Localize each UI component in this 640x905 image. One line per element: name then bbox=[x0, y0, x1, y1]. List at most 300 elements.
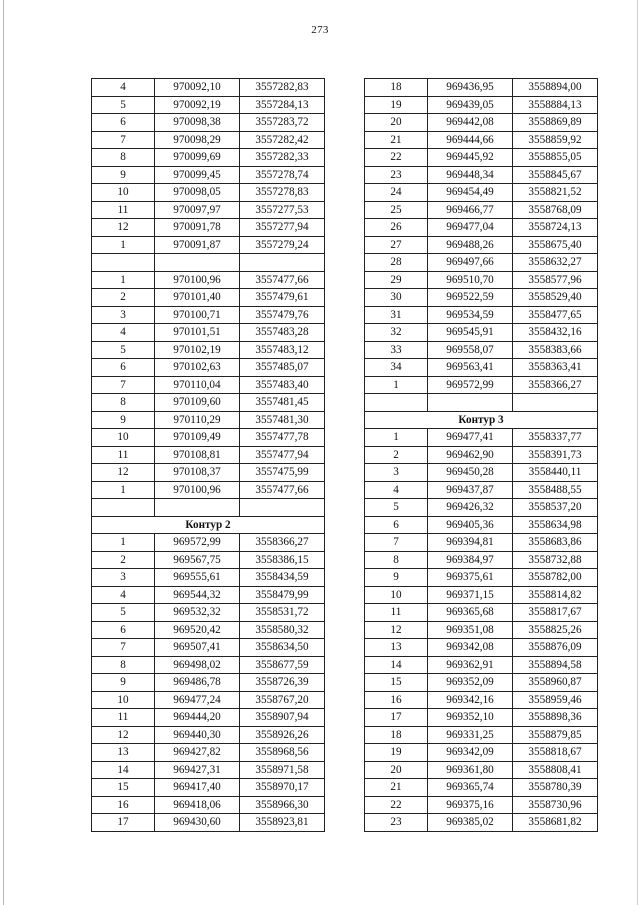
table-row bbox=[365, 79, 598, 97]
y-coordinate-cell: 3558894,00 bbox=[513, 79, 598, 97]
empty-cell bbox=[92, 499, 155, 517]
y-coordinate-cell: 3558391,73 bbox=[513, 446, 598, 464]
table-row bbox=[92, 271, 325, 289]
table-row bbox=[92, 376, 325, 394]
separator-row bbox=[92, 499, 325, 517]
table-row bbox=[365, 376, 598, 394]
page-number: 273 bbox=[311, 24, 329, 36]
table-row bbox=[92, 149, 325, 167]
table-row bbox=[365, 289, 598, 307]
table-row bbox=[92, 744, 325, 762]
point-number-cell: 6 bbox=[92, 114, 155, 132]
point-number-cell: 7 bbox=[92, 376, 155, 394]
scan-edge-right bbox=[637, 0, 638, 905]
point-number-cell: 6 bbox=[365, 516, 428, 534]
point-number-cell: 13 bbox=[92, 744, 155, 762]
y-coordinate-cell: 3558383,66 bbox=[513, 341, 598, 359]
point-number-cell: 22 bbox=[365, 796, 428, 814]
point-number-cell: 5 bbox=[365, 499, 428, 517]
separator-row bbox=[92, 254, 325, 272]
table-row bbox=[365, 814, 598, 832]
y-coordinate-cell: 3558632,27 bbox=[513, 254, 598, 272]
x-coordinate-cell: 969331,25 bbox=[428, 726, 513, 744]
y-coordinate-cell: 3557479,61 bbox=[240, 289, 325, 307]
point-number-cell: 18 bbox=[365, 79, 428, 97]
empty-cell bbox=[155, 499, 240, 517]
y-coordinate-cell: 3557477,66 bbox=[240, 271, 325, 289]
x-coordinate-cell: 970098,29 bbox=[155, 131, 240, 149]
point-number-cell: 8 bbox=[92, 149, 155, 167]
table-row bbox=[365, 271, 598, 289]
x-coordinate-cell: 969544,32 bbox=[155, 586, 240, 604]
x-coordinate-cell: 969444,20 bbox=[155, 709, 240, 727]
table-row bbox=[365, 621, 598, 639]
point-number-cell: 10 bbox=[92, 184, 155, 202]
y-coordinate-cell: 3557278,74 bbox=[240, 166, 325, 184]
x-coordinate-cell: 970098,05 bbox=[155, 184, 240, 202]
x-coordinate-cell: 970099,45 bbox=[155, 166, 240, 184]
x-coordinate-cell: 969417,40 bbox=[155, 779, 240, 797]
y-coordinate-cell: 3558818,67 bbox=[513, 744, 598, 762]
table-row bbox=[92, 534, 325, 552]
table-row bbox=[365, 236, 598, 254]
x-coordinate-cell: 969507,41 bbox=[155, 639, 240, 657]
x-coordinate-cell: 969558,07 bbox=[428, 341, 513, 359]
point-number-cell: 5 bbox=[92, 604, 155, 622]
point-number-cell: 20 bbox=[365, 761, 428, 779]
point-number-cell: 16 bbox=[365, 691, 428, 709]
y-coordinate-cell: 3558337,77 bbox=[513, 429, 598, 447]
point-number-cell: 12 bbox=[365, 621, 428, 639]
point-number-cell: 21 bbox=[365, 131, 428, 149]
x-coordinate-cell: 970101,40 bbox=[155, 289, 240, 307]
y-coordinate-cell: 3558434,59 bbox=[240, 569, 325, 587]
empty-cell bbox=[155, 254, 240, 272]
table-row bbox=[365, 639, 598, 657]
table-row bbox=[365, 359, 598, 377]
x-coordinate-cell: 969454,49 bbox=[428, 184, 513, 202]
y-coordinate-cell: 3557282,33 bbox=[240, 149, 325, 167]
x-coordinate-cell: 969440,30 bbox=[155, 726, 240, 744]
y-coordinate-cell: 3558869,89 bbox=[513, 114, 598, 132]
table-row bbox=[92, 709, 325, 727]
table-row bbox=[92, 446, 325, 464]
y-coordinate-cell: 3557284,13 bbox=[240, 96, 325, 114]
point-number-cell: 14 bbox=[92, 761, 155, 779]
y-coordinate-cell: 3558923,81 bbox=[240, 814, 325, 832]
table-row bbox=[92, 394, 325, 412]
point-number-cell: 2 bbox=[365, 446, 428, 464]
point-number-cell: 8 bbox=[92, 394, 155, 412]
x-coordinate-cell: 970098,38 bbox=[155, 114, 240, 132]
table-row bbox=[365, 131, 598, 149]
table-row bbox=[365, 96, 598, 114]
x-coordinate-cell: 970110,04 bbox=[155, 376, 240, 394]
point-number-cell: 10 bbox=[365, 586, 428, 604]
point-number-cell: 33 bbox=[365, 341, 428, 359]
x-coordinate-cell: 970110,29 bbox=[155, 411, 240, 429]
y-coordinate-cell: 3557477,94 bbox=[240, 446, 325, 464]
y-coordinate-cell: 3558966,30 bbox=[240, 796, 325, 814]
table-row bbox=[92, 289, 325, 307]
table-row bbox=[92, 779, 325, 797]
y-coordinate-cell: 3558907,94 bbox=[240, 709, 325, 727]
point-number-cell: 11 bbox=[365, 604, 428, 622]
point-number-cell: 4 bbox=[92, 324, 155, 342]
x-coordinate-cell: 969351,08 bbox=[428, 621, 513, 639]
x-coordinate-cell: 969444,66 bbox=[428, 131, 513, 149]
point-number-cell: 26 bbox=[365, 219, 428, 237]
y-coordinate-cell: 3557485,07 bbox=[240, 359, 325, 377]
point-number-cell: 4 bbox=[92, 586, 155, 604]
empty-cell bbox=[240, 499, 325, 517]
x-coordinate-cell: 969534,59 bbox=[428, 306, 513, 324]
point-number-cell: 15 bbox=[365, 674, 428, 692]
y-coordinate-cell: 3558782,00 bbox=[513, 569, 598, 587]
x-coordinate-cell: 969466,77 bbox=[428, 201, 513, 219]
x-coordinate-cell: 969439,05 bbox=[428, 96, 513, 114]
point-number-cell: 12 bbox=[92, 726, 155, 744]
y-coordinate-cell: 3557477,78 bbox=[240, 429, 325, 447]
x-coordinate-cell: 969427,82 bbox=[155, 744, 240, 762]
table-row bbox=[92, 201, 325, 219]
point-number-cell: 1 bbox=[365, 429, 428, 447]
x-coordinate-cell: 969342,16 bbox=[428, 691, 513, 709]
table-row bbox=[365, 254, 598, 272]
table-row bbox=[92, 79, 325, 97]
y-coordinate-cell: 3558432,16 bbox=[513, 324, 598, 342]
point-number-cell: 32 bbox=[365, 324, 428, 342]
x-coordinate-cell: 970092,19 bbox=[155, 96, 240, 114]
table-row bbox=[92, 341, 325, 359]
table-row bbox=[92, 166, 325, 184]
point-number-cell: 7 bbox=[92, 131, 155, 149]
table-row bbox=[365, 429, 598, 447]
table-row bbox=[365, 306, 598, 324]
point-number-cell: 24 bbox=[365, 184, 428, 202]
y-coordinate-cell: 3557277,94 bbox=[240, 219, 325, 237]
table-row bbox=[365, 166, 598, 184]
table-row bbox=[365, 446, 598, 464]
table-row bbox=[365, 709, 598, 727]
y-coordinate-cell: 3558884,13 bbox=[513, 96, 598, 114]
x-coordinate-cell: 969567,75 bbox=[155, 551, 240, 569]
x-coordinate-cell: 969371,15 bbox=[428, 586, 513, 604]
x-coordinate-cell: 969497,66 bbox=[428, 254, 513, 272]
y-coordinate-cell: 3558876,09 bbox=[513, 639, 598, 657]
x-coordinate-cell: 969436,95 bbox=[428, 79, 513, 97]
table-row bbox=[92, 306, 325, 324]
x-coordinate-cell: 970108,37 bbox=[155, 464, 240, 482]
point-number-cell: 30 bbox=[365, 289, 428, 307]
x-coordinate-cell: 969563,41 bbox=[428, 359, 513, 377]
point-number-cell: 19 bbox=[365, 744, 428, 762]
point-number-cell: 1 bbox=[92, 271, 155, 289]
x-coordinate-cell: 969532,32 bbox=[155, 604, 240, 622]
x-coordinate-cell: 969522,59 bbox=[428, 289, 513, 307]
y-coordinate-cell: 3558825,26 bbox=[513, 621, 598, 639]
point-number-cell: 22 bbox=[365, 149, 428, 167]
table-row bbox=[365, 761, 598, 779]
point-number-cell: 5 bbox=[92, 341, 155, 359]
point-number-cell: 4 bbox=[365, 481, 428, 499]
point-number-cell: 7 bbox=[92, 639, 155, 657]
y-coordinate-cell: 3558926,26 bbox=[240, 726, 325, 744]
contour-title: Контур 3 bbox=[365, 411, 598, 429]
table-row bbox=[365, 691, 598, 709]
x-coordinate-cell: 969427,31 bbox=[155, 761, 240, 779]
table-row bbox=[365, 726, 598, 744]
x-coordinate-cell: 969352,09 bbox=[428, 674, 513, 692]
y-coordinate-cell: 3558821,52 bbox=[513, 184, 598, 202]
point-number-cell: 31 bbox=[365, 306, 428, 324]
x-coordinate-cell: 969384,97 bbox=[428, 551, 513, 569]
x-coordinate-cell: 969498,02 bbox=[155, 656, 240, 674]
x-coordinate-cell: 969426,32 bbox=[428, 499, 513, 517]
x-coordinate-cell: 970099,69 bbox=[155, 149, 240, 167]
y-coordinate-cell: 3558845,67 bbox=[513, 166, 598, 184]
y-coordinate-cell: 3557483,12 bbox=[240, 341, 325, 359]
point-number-cell: 10 bbox=[92, 691, 155, 709]
contour-title: Контур 2 bbox=[92, 516, 325, 534]
x-coordinate-cell: 969418,06 bbox=[155, 796, 240, 814]
table-row bbox=[92, 131, 325, 149]
table-row bbox=[92, 604, 325, 622]
point-number-cell: 15 bbox=[92, 779, 155, 797]
table-row bbox=[92, 114, 325, 132]
table-row bbox=[365, 534, 598, 552]
y-coordinate-cell: 3558817,67 bbox=[513, 604, 598, 622]
table-row bbox=[365, 481, 598, 499]
x-coordinate-cell: 970108,81 bbox=[155, 446, 240, 464]
y-coordinate-cell: 3558808,41 bbox=[513, 761, 598, 779]
x-coordinate-cell: 970100,71 bbox=[155, 306, 240, 324]
table-row bbox=[365, 586, 598, 604]
point-number-cell: 11 bbox=[92, 201, 155, 219]
x-coordinate-cell: 969365,68 bbox=[428, 604, 513, 622]
y-coordinate-cell: 3558960,87 bbox=[513, 674, 598, 692]
table-row bbox=[365, 219, 598, 237]
table-row bbox=[365, 499, 598, 517]
x-coordinate-cell: 969361,80 bbox=[428, 761, 513, 779]
y-coordinate-cell: 3558675,40 bbox=[513, 236, 598, 254]
table-row bbox=[365, 674, 598, 692]
table-row bbox=[365, 114, 598, 132]
point-number-cell: 3 bbox=[92, 569, 155, 587]
y-coordinate-cell: 3557283,72 bbox=[240, 114, 325, 132]
y-coordinate-cell: 3558879,85 bbox=[513, 726, 598, 744]
x-coordinate-cell: 969448,34 bbox=[428, 166, 513, 184]
coordinates-table-left bbox=[91, 78, 325, 832]
table-row bbox=[92, 429, 325, 447]
y-coordinate-cell: 3558968,56 bbox=[240, 744, 325, 762]
y-coordinate-cell: 3557477,66 bbox=[240, 481, 325, 499]
point-number-cell: 13 bbox=[365, 639, 428, 657]
x-coordinate-cell: 970102,19 bbox=[155, 341, 240, 359]
empty-cell bbox=[513, 394, 598, 412]
y-coordinate-cell: 3558386,15 bbox=[240, 551, 325, 569]
empty-cell bbox=[428, 394, 513, 412]
point-number-cell: 3 bbox=[92, 306, 155, 324]
x-coordinate-cell: 970100,96 bbox=[155, 271, 240, 289]
point-number-cell: 9 bbox=[365, 569, 428, 587]
x-coordinate-cell: 969555,61 bbox=[155, 569, 240, 587]
point-number-cell: 1 bbox=[92, 534, 155, 552]
point-number-cell: 18 bbox=[365, 726, 428, 744]
point-number-cell: 1 bbox=[92, 236, 155, 254]
x-coordinate-cell: 969477,41 bbox=[428, 429, 513, 447]
y-coordinate-cell: 3558898,36 bbox=[513, 709, 598, 727]
point-number-cell: 10 bbox=[92, 429, 155, 447]
y-coordinate-cell: 3558730,96 bbox=[513, 796, 598, 814]
y-coordinate-cell: 3558580,32 bbox=[240, 621, 325, 639]
y-coordinate-cell: 3558531,72 bbox=[240, 604, 325, 622]
x-coordinate-cell: 970100,96 bbox=[155, 481, 240, 499]
table-row bbox=[92, 359, 325, 377]
point-number-cell: 9 bbox=[92, 166, 155, 184]
x-coordinate-cell: 969362,91 bbox=[428, 656, 513, 674]
y-coordinate-cell: 3558726,39 bbox=[240, 674, 325, 692]
x-coordinate-cell: 969342,08 bbox=[428, 639, 513, 657]
x-coordinate-cell: 969477,04 bbox=[428, 219, 513, 237]
x-coordinate-cell: 969430,60 bbox=[155, 814, 240, 832]
y-coordinate-cell: 3558971,58 bbox=[240, 761, 325, 779]
y-coordinate-cell: 3558634,98 bbox=[513, 516, 598, 534]
x-coordinate-cell: 969510,70 bbox=[428, 271, 513, 289]
table-row bbox=[365, 149, 598, 167]
table-row bbox=[92, 621, 325, 639]
point-number-cell: 5 bbox=[92, 96, 155, 114]
table-row bbox=[92, 481, 325, 499]
x-coordinate-cell: 970091,78 bbox=[155, 219, 240, 237]
x-coordinate-cell: 969365,74 bbox=[428, 779, 513, 797]
y-coordinate-cell: 3558855,05 bbox=[513, 149, 598, 167]
y-coordinate-cell: 3558577,96 bbox=[513, 271, 598, 289]
y-coordinate-cell: 3558724,13 bbox=[513, 219, 598, 237]
x-coordinate-cell: 969572,99 bbox=[155, 534, 240, 552]
point-number-cell: 12 bbox=[92, 219, 155, 237]
x-coordinate-cell: 969486,78 bbox=[155, 674, 240, 692]
y-coordinate-cell: 3558537,20 bbox=[513, 499, 598, 517]
point-number-cell: 3 bbox=[365, 464, 428, 482]
table-row bbox=[365, 569, 598, 587]
y-coordinate-cell: 3558959,46 bbox=[513, 691, 598, 709]
point-number-cell: 8 bbox=[365, 551, 428, 569]
table-row bbox=[365, 324, 598, 342]
contour-header-row bbox=[92, 516, 325, 534]
table-row bbox=[92, 814, 325, 832]
y-coordinate-cell: 3557282,42 bbox=[240, 131, 325, 149]
table-row bbox=[92, 324, 325, 342]
point-number-cell: 4 bbox=[92, 79, 155, 97]
table-row bbox=[92, 569, 325, 587]
table-row bbox=[92, 464, 325, 482]
y-coordinate-cell: 3557282,83 bbox=[240, 79, 325, 97]
x-coordinate-cell: 969437,87 bbox=[428, 481, 513, 499]
y-coordinate-cell: 3558366,27 bbox=[513, 376, 598, 394]
point-number-cell: 7 bbox=[365, 534, 428, 552]
point-number-cell: 11 bbox=[92, 446, 155, 464]
point-number-cell: 34 bbox=[365, 359, 428, 377]
x-coordinate-cell: 969375,61 bbox=[428, 569, 513, 587]
x-coordinate-cell: 969394,81 bbox=[428, 534, 513, 552]
y-coordinate-cell: 3557277,53 bbox=[240, 201, 325, 219]
x-coordinate-cell: 969572,99 bbox=[428, 376, 513, 394]
table-row bbox=[365, 201, 598, 219]
x-coordinate-cell: 969352,10 bbox=[428, 709, 513, 727]
point-number-cell: 9 bbox=[92, 674, 155, 692]
empty-cell bbox=[240, 254, 325, 272]
y-coordinate-cell: 3557481,30 bbox=[240, 411, 325, 429]
point-number-cell: 20 bbox=[365, 114, 428, 132]
x-coordinate-cell: 969375,16 bbox=[428, 796, 513, 814]
x-coordinate-cell: 970109,49 bbox=[155, 429, 240, 447]
table-row bbox=[92, 96, 325, 114]
x-coordinate-cell: 970091,87 bbox=[155, 236, 240, 254]
point-number-cell: 17 bbox=[365, 709, 428, 727]
table-row bbox=[92, 184, 325, 202]
scan-edge-left bbox=[3, 0, 4, 905]
y-coordinate-cell: 3558894,58 bbox=[513, 656, 598, 674]
x-coordinate-cell: 969545,91 bbox=[428, 324, 513, 342]
point-number-cell: 23 bbox=[365, 166, 428, 184]
point-number-cell: 27 bbox=[365, 236, 428, 254]
point-number-cell: 6 bbox=[92, 621, 155, 639]
y-coordinate-cell: 3558732,88 bbox=[513, 551, 598, 569]
point-number-cell: 28 bbox=[365, 254, 428, 272]
x-coordinate-cell: 969477,24 bbox=[155, 691, 240, 709]
table-row bbox=[365, 551, 598, 569]
y-coordinate-cell: 3557483,28 bbox=[240, 324, 325, 342]
point-number-cell: 6 bbox=[92, 359, 155, 377]
y-coordinate-cell: 3558363,41 bbox=[513, 359, 598, 377]
table-row bbox=[365, 744, 598, 762]
table-row bbox=[92, 796, 325, 814]
table-row bbox=[92, 639, 325, 657]
point-number-cell: 1 bbox=[365, 376, 428, 394]
y-coordinate-cell: 3558970,17 bbox=[240, 779, 325, 797]
y-coordinate-cell: 3557475,99 bbox=[240, 464, 325, 482]
point-number-cell: 23 bbox=[365, 814, 428, 832]
table-row bbox=[365, 779, 598, 797]
y-coordinate-cell: 3558677,59 bbox=[240, 656, 325, 674]
x-coordinate-cell: 969488,26 bbox=[428, 236, 513, 254]
point-number-cell: 2 bbox=[92, 551, 155, 569]
point-number-cell: 21 bbox=[365, 779, 428, 797]
point-number-cell: 17 bbox=[92, 814, 155, 832]
x-coordinate-cell: 969405,36 bbox=[428, 516, 513, 534]
point-number-cell: 19 bbox=[365, 96, 428, 114]
x-coordinate-cell: 970097,97 bbox=[155, 201, 240, 219]
table-row bbox=[365, 184, 598, 202]
x-coordinate-cell: 969450,28 bbox=[428, 464, 513, 482]
point-number-cell: 29 bbox=[365, 271, 428, 289]
point-number-cell: 12 bbox=[92, 464, 155, 482]
x-coordinate-cell: 969385,02 bbox=[428, 814, 513, 832]
y-coordinate-cell: 3558780,39 bbox=[513, 779, 598, 797]
y-coordinate-cell: 3558768,09 bbox=[513, 201, 598, 219]
table-row bbox=[92, 219, 325, 237]
table-row bbox=[92, 236, 325, 254]
x-coordinate-cell: 970101,51 bbox=[155, 324, 240, 342]
point-number-cell: 14 bbox=[365, 656, 428, 674]
empty-cell bbox=[365, 394, 428, 412]
y-coordinate-cell: 3557278,83 bbox=[240, 184, 325, 202]
point-number-cell: 25 bbox=[365, 201, 428, 219]
x-coordinate-cell: 970092,10 bbox=[155, 79, 240, 97]
y-coordinate-cell: 3557279,24 bbox=[240, 236, 325, 254]
y-coordinate-cell: 3558479,99 bbox=[240, 586, 325, 604]
